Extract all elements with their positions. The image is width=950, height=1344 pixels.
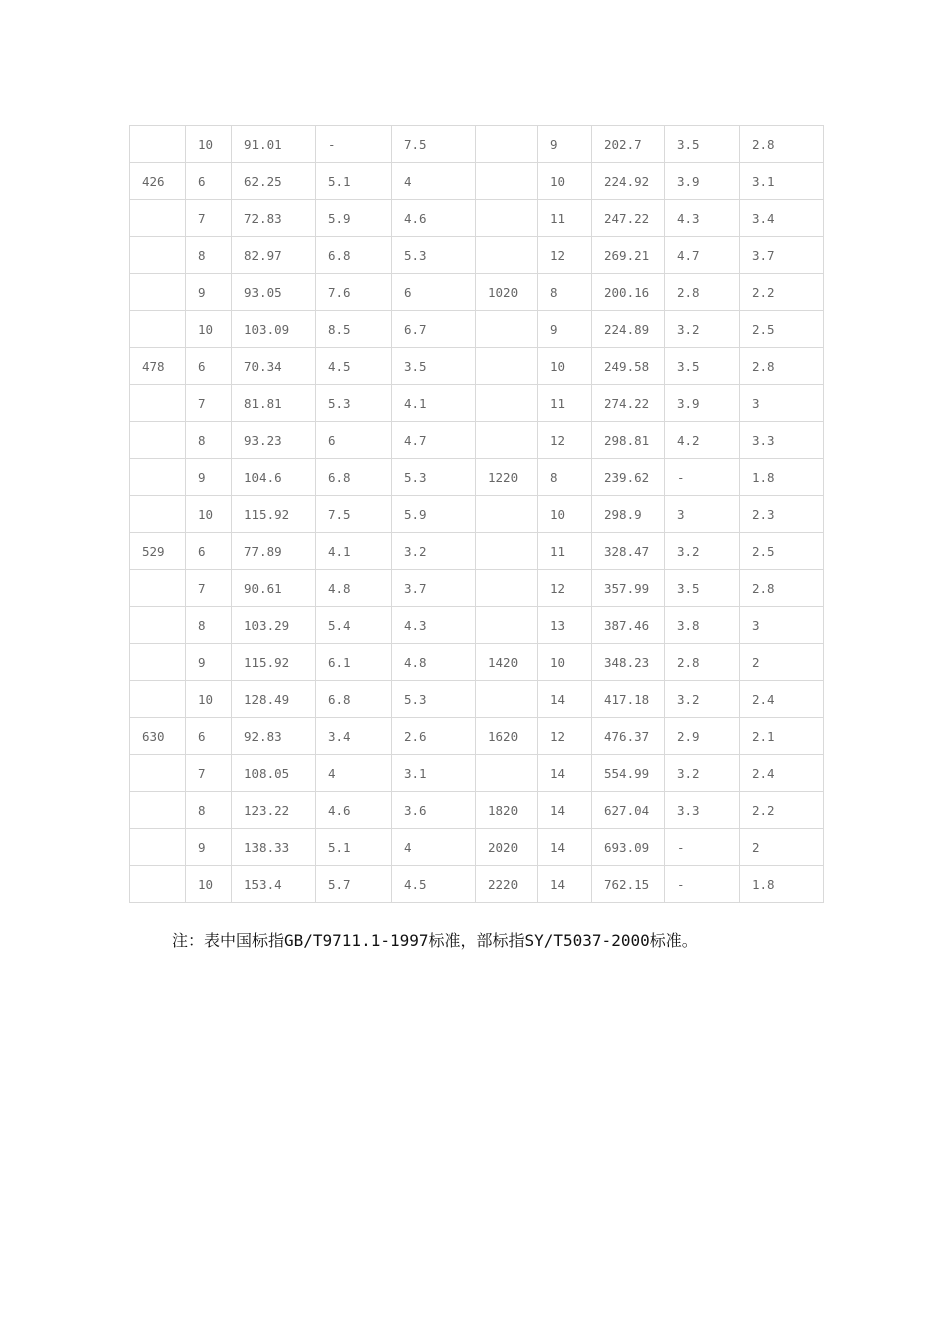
table-cell: 12: [538, 422, 592, 459]
table-cell: 4.8: [392, 644, 476, 681]
table-cell: 10: [186, 496, 232, 533]
table-cell: 269.21: [592, 237, 665, 274]
table-cell: 2: [740, 644, 824, 681]
table-cell: 123.22: [232, 792, 316, 829]
table-cell: 3.4: [316, 718, 392, 755]
table-cell: 3.7: [740, 237, 824, 274]
table-cell: 6.1: [316, 644, 392, 681]
table-cell: 14: [538, 755, 592, 792]
table-cell: 1420: [476, 644, 538, 681]
table-cell: 4: [392, 829, 476, 866]
table-cell: 70.34: [232, 348, 316, 385]
table-cell: 14: [538, 681, 592, 718]
table-cell: 4.7: [392, 422, 476, 459]
table-cell: 298.9: [592, 496, 665, 533]
table-cell: 7: [186, 200, 232, 237]
table-cell: -: [665, 829, 740, 866]
table-body: [130, 126, 824, 903]
table-cell: 693.09: [592, 829, 665, 866]
table-cell: [476, 496, 538, 533]
table-cell: 3.9: [665, 385, 740, 422]
table-cell: 4.3: [392, 607, 476, 644]
table-cell: 9: [186, 829, 232, 866]
table-cell: 10: [186, 126, 232, 163]
table-cell: [476, 570, 538, 607]
table-cell: 3.5: [665, 126, 740, 163]
table-cell: 4.6: [392, 200, 476, 237]
table-cell: 554.99: [592, 755, 665, 792]
table-row: [130, 385, 824, 422]
table-row: [130, 866, 824, 903]
table-cell: 3.7: [392, 570, 476, 607]
table-cell: 3: [740, 607, 824, 644]
table-cell: 2.4: [740, 755, 824, 792]
table-cell: 5.1: [316, 829, 392, 866]
table-cell: 627.04: [592, 792, 665, 829]
table-cell: [130, 274, 186, 311]
table-cell: 153.4: [232, 866, 316, 903]
table-cell: 5.4: [316, 607, 392, 644]
table-row: [130, 644, 824, 681]
table-cell: 13: [538, 607, 592, 644]
table-row: [130, 237, 824, 274]
table-cell: [476, 163, 538, 200]
table-cell: 12: [538, 718, 592, 755]
table-row: [130, 348, 824, 385]
table-cell: 4.1: [392, 385, 476, 422]
table-cell: [130, 681, 186, 718]
table-row: [130, 422, 824, 459]
table-cell: [476, 200, 538, 237]
table-cell: 3.5: [665, 570, 740, 607]
table-cell: 630: [130, 718, 186, 755]
table-cell: 6: [392, 274, 476, 311]
table-row: [130, 311, 824, 348]
table-cell: 478: [130, 348, 186, 385]
table-cell: 93.23: [232, 422, 316, 459]
table-cell: 128.49: [232, 681, 316, 718]
table-cell: [476, 237, 538, 274]
table-cell: [130, 792, 186, 829]
table-cell: 529: [130, 533, 186, 570]
table-row: [130, 681, 824, 718]
table-cell: 5.1: [316, 163, 392, 200]
table-cell: [130, 422, 186, 459]
table-cell: 6: [186, 163, 232, 200]
table-cell: [476, 533, 538, 570]
table-cell: 4.7: [665, 237, 740, 274]
table-cell: 2.5: [740, 311, 824, 348]
table-cell: 3.5: [665, 348, 740, 385]
table-cell: 8: [538, 274, 592, 311]
table-row: [130, 607, 824, 644]
table-cell: 4.5: [392, 866, 476, 903]
table-cell: 6: [316, 422, 392, 459]
table-cell: [130, 459, 186, 496]
table-cell: 3.2: [665, 533, 740, 570]
table-cell: 7.5: [392, 126, 476, 163]
table-row: [130, 126, 824, 163]
table-cell: 3.8: [665, 607, 740, 644]
table-cell: 8: [186, 607, 232, 644]
table-cell: 104.6: [232, 459, 316, 496]
table-cell: 4.1: [316, 533, 392, 570]
table-cell: 8: [186, 792, 232, 829]
table-cell: 10: [538, 644, 592, 681]
table-cell: 2.2: [740, 274, 824, 311]
table-cell: 6.8: [316, 681, 392, 718]
table-cell: 3: [740, 385, 824, 422]
table-cell: 8: [186, 422, 232, 459]
table-cell: 2.1: [740, 718, 824, 755]
table-cell: 2.6: [392, 718, 476, 755]
table-row: [130, 533, 824, 570]
table-cell: -: [665, 459, 740, 496]
table-cell: 3.9: [665, 163, 740, 200]
table-cell: 3.4: [740, 200, 824, 237]
table-cell: 2.5: [740, 533, 824, 570]
table-cell: 2.8: [665, 644, 740, 681]
table-cell: [476, 755, 538, 792]
table-cell: [476, 422, 538, 459]
table-cell: 6: [186, 348, 232, 385]
table-cell: 2.8: [740, 348, 824, 385]
table-cell: 7: [186, 385, 232, 422]
table-row: [130, 829, 824, 866]
table-cell: 2.4: [740, 681, 824, 718]
table-row: [130, 163, 824, 200]
table-cell: 2.3: [740, 496, 824, 533]
table-cell: 249.58: [592, 348, 665, 385]
table-cell: 2.2: [740, 792, 824, 829]
table-cell: 3.3: [740, 422, 824, 459]
table-cell: 82.97: [232, 237, 316, 274]
table-cell: 224.92: [592, 163, 665, 200]
table-cell: [130, 126, 186, 163]
table-cell: 3.2: [665, 755, 740, 792]
table-cell: 9: [538, 311, 592, 348]
table-cell: 115.92: [232, 496, 316, 533]
table-cell: 247.22: [592, 200, 665, 237]
table-cell: 91.01: [232, 126, 316, 163]
table-cell: 4.2: [665, 422, 740, 459]
table-cell: 108.05: [232, 755, 316, 792]
table-cell: 10: [538, 496, 592, 533]
table-cell: 12: [538, 237, 592, 274]
table-cell: [476, 126, 538, 163]
table-cell: 4.8: [316, 570, 392, 607]
table-cell: 2.8: [740, 126, 824, 163]
table-cell: 103.09: [232, 311, 316, 348]
table-cell: -: [665, 866, 740, 903]
table-cell: [130, 311, 186, 348]
table-cell: 11: [538, 385, 592, 422]
table-cell: 5.3: [392, 459, 476, 496]
pipe-spec-table: [129, 125, 824, 903]
table-cell: 8: [538, 459, 592, 496]
table-cell: 426: [130, 163, 186, 200]
table-cell: [130, 237, 186, 274]
table-row: [130, 570, 824, 607]
table-cell: 3.2: [665, 311, 740, 348]
table-cell: 298.81: [592, 422, 665, 459]
table-cell: [130, 829, 186, 866]
table-cell: 72.83: [232, 200, 316, 237]
table-cell: 1820: [476, 792, 538, 829]
table-cell: 3: [665, 496, 740, 533]
table-cell: 115.92: [232, 644, 316, 681]
table-cell: 2.9: [665, 718, 740, 755]
table-cell: 6: [186, 718, 232, 755]
table-footnote: 注：表中国标指GB/T9711.1-1997标准，部标指SY/T5037-2000标准。: [172, 931, 698, 950]
table-cell: 387.46: [592, 607, 665, 644]
table-cell: 4: [316, 755, 392, 792]
table-cell: 5.3: [392, 681, 476, 718]
table-cell: 762.15: [592, 866, 665, 903]
table-cell: 1020: [476, 274, 538, 311]
table-cell: 4.3: [665, 200, 740, 237]
table-cell: [476, 385, 538, 422]
table-cell: 4: [392, 163, 476, 200]
table-cell: 239.62: [592, 459, 665, 496]
table-cell: [476, 607, 538, 644]
table-cell: 3.2: [665, 681, 740, 718]
table-cell: 3.3: [665, 792, 740, 829]
table-cell: 90.61: [232, 570, 316, 607]
table-cell: 4.5: [316, 348, 392, 385]
table-cell: 9: [186, 644, 232, 681]
table-row: [130, 459, 824, 496]
table-cell: [476, 348, 538, 385]
table-cell: 9: [538, 126, 592, 163]
table-cell: 5.7: [316, 866, 392, 903]
table-cell: 11: [538, 200, 592, 237]
table-cell: 4.6: [316, 792, 392, 829]
table-cell: [130, 866, 186, 903]
table-cell: 1220: [476, 459, 538, 496]
table-cell: 348.23: [592, 644, 665, 681]
table-cell: 14: [538, 829, 592, 866]
table-cell: 1.8: [740, 459, 824, 496]
table-row: [130, 792, 824, 829]
table-cell: 2020: [476, 829, 538, 866]
table-cell: 202.7: [592, 126, 665, 163]
table-cell: 12: [538, 570, 592, 607]
table-cell: 14: [538, 866, 592, 903]
table-cell: 10: [538, 348, 592, 385]
table-cell: [476, 681, 538, 718]
table-cell: 1.8: [740, 866, 824, 903]
table-cell: 7: [186, 755, 232, 792]
table-cell: [130, 607, 186, 644]
table-cell: 11: [538, 533, 592, 570]
table-cell: [130, 755, 186, 792]
table-cell: 476.37: [592, 718, 665, 755]
table-cell: 103.29: [232, 607, 316, 644]
table-cell: 5.3: [392, 237, 476, 274]
table-cell: 2.8: [665, 274, 740, 311]
table-cell: 417.18: [592, 681, 665, 718]
table-row: [130, 718, 824, 755]
table-cell: 3.1: [740, 163, 824, 200]
table-cell: 10: [538, 163, 592, 200]
table-cell: 138.33: [232, 829, 316, 866]
table-cell: 8: [186, 237, 232, 274]
table-cell: 9: [186, 459, 232, 496]
table-cell: 3.5: [392, 348, 476, 385]
table-cell: [130, 644, 186, 681]
table-cell: 6.8: [316, 459, 392, 496]
table-row: [130, 496, 824, 533]
table-cell: 7.5: [316, 496, 392, 533]
table-cell: 5.9: [392, 496, 476, 533]
table-cell: 7: [186, 570, 232, 607]
table-cell: 5.9: [316, 200, 392, 237]
table-cell: -: [316, 126, 392, 163]
table-cell: [476, 311, 538, 348]
table-row: [130, 274, 824, 311]
table-cell: [130, 200, 186, 237]
table-cell: 14: [538, 792, 592, 829]
table-cell: 3.6: [392, 792, 476, 829]
table-cell: 2.8: [740, 570, 824, 607]
table-cell: 7.6: [316, 274, 392, 311]
table-cell: 357.99: [592, 570, 665, 607]
table-row: [130, 755, 824, 792]
table-cell: 10: [186, 311, 232, 348]
table-cell: 274.22: [592, 385, 665, 422]
table-cell: [130, 385, 186, 422]
table-cell: 224.89: [592, 311, 665, 348]
table-cell: 6.7: [392, 311, 476, 348]
table-cell: 200.16: [592, 274, 665, 311]
table-cell: 6: [186, 533, 232, 570]
table-cell: [130, 496, 186, 533]
table-cell: [130, 570, 186, 607]
table-row: [130, 200, 824, 237]
table-cell: 1620: [476, 718, 538, 755]
table-cell: 62.25: [232, 163, 316, 200]
table-cell: 3.1: [392, 755, 476, 792]
table-cell: 2220: [476, 866, 538, 903]
table-cell: 81.81: [232, 385, 316, 422]
table-cell: 328.47: [592, 533, 665, 570]
table-cell: 8.5: [316, 311, 392, 348]
table-cell: 6.8: [316, 237, 392, 274]
table-cell: 10: [186, 866, 232, 903]
table-cell: 5.3: [316, 385, 392, 422]
table-cell: 3.2: [392, 533, 476, 570]
table-cell: 10: [186, 681, 232, 718]
table-cell: 9: [186, 274, 232, 311]
table-cell: 93.05: [232, 274, 316, 311]
table-cell: 92.83: [232, 718, 316, 755]
table-cell: 77.89: [232, 533, 316, 570]
table-cell: 2: [740, 829, 824, 866]
